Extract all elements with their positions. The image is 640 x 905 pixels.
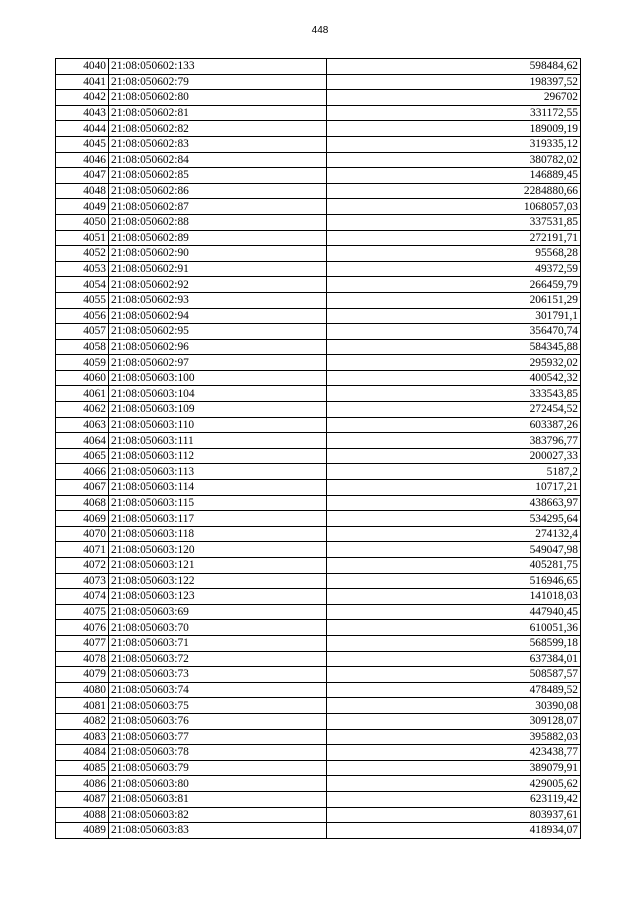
row-number-cell: 4055: [56, 292, 109, 308]
value-cell: 478489,52: [327, 682, 581, 698]
value-cell: 418934,07: [327, 823, 581, 839]
row-number-cell: 4085: [56, 760, 109, 776]
cadastral-number-cell: 21:08:050603:109: [109, 402, 327, 418]
row-number-cell: 4072: [56, 558, 109, 574]
table-row: [56, 324, 581, 340]
row-number-cell: 4041: [56, 74, 109, 90]
cadastral-number-cell: 21:08:050602:88: [109, 214, 327, 230]
cadastral-number-cell: 21:08:050602:84: [109, 152, 327, 168]
table-row: [56, 823, 581, 839]
row-number-cell: 4063: [56, 417, 109, 433]
row-number-cell: 4040: [56, 59, 109, 75]
value-cell: 331172,55: [327, 105, 581, 121]
cadastral-number-cell: 21:08:050603:74: [109, 682, 327, 698]
value-cell: 568599,18: [327, 635, 581, 651]
cadastral-number-cell: 21:08:050603:114: [109, 480, 327, 496]
value-cell: 272191,71: [327, 230, 581, 246]
row-number-cell: 4084: [56, 745, 109, 761]
value-cell: 10717,21: [327, 480, 581, 496]
table-row: [56, 698, 581, 714]
cadastral-number-cell: 21:08:050602:90: [109, 246, 327, 262]
cadastral-number-cell: 21:08:050602:82: [109, 121, 327, 137]
table-row: [56, 417, 581, 433]
cadastral-number-cell: 21:08:050603:82: [109, 807, 327, 823]
table-row: [56, 495, 581, 511]
row-number-cell: 4054: [56, 277, 109, 293]
row-number-cell: 4086: [56, 776, 109, 792]
row-number-cell: 4078: [56, 651, 109, 667]
row-number-cell: 4048: [56, 183, 109, 199]
cadastral-number-cell: 21:08:050602:96: [109, 339, 327, 355]
row-number-cell: 4051: [56, 230, 109, 246]
table-row: [56, 526, 581, 542]
value-cell: 603387,26: [327, 417, 581, 433]
table-row: [56, 589, 581, 605]
value-cell: 383796,77: [327, 433, 581, 449]
table-row: [56, 807, 581, 823]
value-cell: 296702: [327, 90, 581, 106]
cadastral-number-cell: 21:08:050602:86: [109, 183, 327, 199]
row-number-cell: 4046: [56, 152, 109, 168]
row-number-cell: 4062: [56, 402, 109, 418]
table-row: [56, 620, 581, 636]
value-cell: 5187,2: [327, 464, 581, 480]
value-cell: 146889,45: [327, 168, 581, 184]
table-row: [56, 199, 581, 215]
row-number-cell: 4065: [56, 448, 109, 464]
row-number-cell: 4069: [56, 511, 109, 527]
table-row: [56, 339, 581, 355]
row-number-cell: 4080: [56, 682, 109, 698]
value-cell: 266459,79: [327, 277, 581, 293]
cadastral-number-cell: 21:08:050602:95: [109, 324, 327, 340]
table-row: [56, 355, 581, 371]
table-row: [56, 121, 581, 137]
value-cell: 389079,91: [327, 760, 581, 776]
cadastral-number-cell: 21:08:050603:80: [109, 776, 327, 792]
table-row: [56, 573, 581, 589]
value-cell: 1068057,03: [327, 199, 581, 215]
row-number-cell: 4088: [56, 807, 109, 823]
cadastral-number-cell: 21:08:050603:77: [109, 729, 327, 745]
cadastral-number-cell: 21:08:050603:120: [109, 542, 327, 558]
value-cell: 295932,02: [327, 355, 581, 371]
value-cell: 301791,1: [327, 308, 581, 324]
cadastral-number-cell: 21:08:050603:117: [109, 511, 327, 527]
row-number-cell: 4076: [56, 620, 109, 636]
value-cell: 400542,32: [327, 370, 581, 386]
row-number-cell: 4075: [56, 604, 109, 620]
row-number-cell: 4067: [56, 480, 109, 496]
table-row: [56, 308, 581, 324]
row-number-cell: 4043: [56, 105, 109, 121]
table-row: [56, 74, 581, 90]
cadastral-number-cell: 21:08:050603:111: [109, 433, 327, 449]
table-row: [56, 59, 581, 75]
table-row: [56, 90, 581, 106]
value-cell: 508587,57: [327, 667, 581, 683]
value-cell: 598484,62: [327, 59, 581, 75]
cadastral-number-cell: 21:08:050603:118: [109, 526, 327, 542]
value-cell: 356470,74: [327, 324, 581, 340]
value-cell: 380782,02: [327, 152, 581, 168]
cadastral-number-cell: 21:08:050602:89: [109, 230, 327, 246]
row-number-cell: 4044: [56, 121, 109, 137]
cadastral-number-cell: 21:08:050602:91: [109, 261, 327, 277]
row-number-cell: 4058: [56, 339, 109, 355]
value-cell: 272454,52: [327, 402, 581, 418]
table-row: [56, 433, 581, 449]
table-row: [56, 402, 581, 418]
value-cell: 447940,45: [327, 604, 581, 620]
table-row: [56, 760, 581, 776]
table-row: [56, 682, 581, 698]
table-row: [56, 745, 581, 761]
table-row: [56, 729, 581, 745]
row-number-cell: 4064: [56, 433, 109, 449]
row-number-cell: 4059: [56, 355, 109, 371]
value-cell: 534295,64: [327, 511, 581, 527]
cadastral-number-cell: 21:08:050603:78: [109, 745, 327, 761]
cadastral-number-cell: 21:08:050602:94: [109, 308, 327, 324]
table-row: [56, 292, 581, 308]
cadastral-number-cell: 21:08:050603:113: [109, 464, 327, 480]
table-row: [56, 635, 581, 651]
table-row: [56, 651, 581, 667]
page-number: 448: [311, 25, 329, 36]
row-number-cell: 4071: [56, 542, 109, 558]
value-cell: 49372,59: [327, 261, 581, 277]
table-row: [56, 713, 581, 729]
value-cell: 395882,03: [327, 729, 581, 745]
cadastral-number-cell: 21:08:050603:69: [109, 604, 327, 620]
table-row: [56, 183, 581, 199]
value-cell: 516946,65: [327, 573, 581, 589]
row-number-cell: 4087: [56, 791, 109, 807]
cadastral-number-cell: 21:08:050603:122: [109, 573, 327, 589]
table-row: [56, 667, 581, 683]
cadastral-number-cell: 21:08:050602:85: [109, 168, 327, 184]
row-number-cell: 4050: [56, 214, 109, 230]
row-number-cell: 4053: [56, 261, 109, 277]
row-number-cell: 4077: [56, 635, 109, 651]
cadastral-number-cell: 21:08:050602:87: [109, 199, 327, 215]
row-number-cell: 4060: [56, 370, 109, 386]
cadastral-number-cell: 21:08:050603:104: [109, 386, 327, 402]
cadastral-number-cell: 21:08:050602:81: [109, 105, 327, 121]
value-cell: 423438,77: [327, 745, 581, 761]
table-row: [56, 464, 581, 480]
row-number-cell: 4042: [56, 90, 109, 106]
table-row: [56, 386, 581, 402]
value-cell: 309128,07: [327, 713, 581, 729]
cadastral-number-cell: 21:08:050602:83: [109, 136, 327, 152]
value-cell: 141018,03: [327, 589, 581, 605]
cadastral-number-cell: 21:08:050602:80: [109, 90, 327, 106]
value-cell: 549047,98: [327, 542, 581, 558]
row-number-cell: 4089: [56, 823, 109, 839]
cadastral-number-cell: 21:08:050602:97: [109, 355, 327, 371]
row-number-cell: 4061: [56, 386, 109, 402]
table-row: [56, 480, 581, 496]
cadastral-number-cell: 21:08:050603:110: [109, 417, 327, 433]
row-number-cell: 4052: [56, 246, 109, 262]
table-row: [56, 604, 581, 620]
cadastral-number-cell: 21:08:050603:79: [109, 760, 327, 776]
row-number-cell: 4079: [56, 667, 109, 683]
cadastral-number-cell: 21:08:050602:92: [109, 277, 327, 293]
value-cell: 803937,61: [327, 807, 581, 823]
cadastral-number-cell: 21:08:050603:71: [109, 635, 327, 651]
table-row: [56, 168, 581, 184]
value-cell: 333543,85: [327, 386, 581, 402]
value-cell: 623119,42: [327, 791, 581, 807]
registry-table-body: [56, 59, 581, 839]
cadastral-number-cell: 21:08:050603:112: [109, 448, 327, 464]
row-number-cell: 4073: [56, 573, 109, 589]
row-number-cell: 4082: [56, 713, 109, 729]
value-cell: 610051,36: [327, 620, 581, 636]
table-row: [56, 230, 581, 246]
table-row: [56, 776, 581, 792]
table-row: [56, 791, 581, 807]
value-cell: 429005,62: [327, 776, 581, 792]
table-row: [56, 511, 581, 527]
value-cell: 274132,4: [327, 526, 581, 542]
table-row: [56, 558, 581, 574]
row-number-cell: 4057: [56, 324, 109, 340]
cadastral-number-cell: 21:08:050603:115: [109, 495, 327, 511]
value-cell: 30390,08: [327, 698, 581, 714]
row-number-cell: 4047: [56, 168, 109, 184]
value-cell: 319335,12: [327, 136, 581, 152]
table-row: [56, 370, 581, 386]
cadastral-number-cell: 21:08:050603:100: [109, 370, 327, 386]
registry-table: [55, 58, 581, 839]
row-number-cell: 4070: [56, 526, 109, 542]
table-row: [56, 542, 581, 558]
cadastral-number-cell: 21:08:050603:76: [109, 713, 327, 729]
value-cell: 198397,52: [327, 74, 581, 90]
value-cell: 405281,75: [327, 558, 581, 574]
cadastral-number-cell: 21:08:050603:81: [109, 791, 327, 807]
cadastral-number-cell: 21:08:050603:123: [109, 589, 327, 605]
cadastral-number-cell: 21:08:050603:121: [109, 558, 327, 574]
cadastral-number-cell: 21:08:050603:73: [109, 667, 327, 683]
cadastral-number-cell: 21:08:050603:70: [109, 620, 327, 636]
table-row: [56, 261, 581, 277]
row-number-cell: 4083: [56, 729, 109, 745]
value-cell: 438663,97: [327, 495, 581, 511]
table-row: [56, 105, 581, 121]
row-number-cell: 4049: [56, 199, 109, 215]
row-number-cell: 4074: [56, 589, 109, 605]
value-cell: 200027,33: [327, 448, 581, 464]
row-number-cell: 4068: [56, 495, 109, 511]
value-cell: 337531,85: [327, 214, 581, 230]
value-cell: 206151,29: [327, 292, 581, 308]
cadastral-number-cell: 21:08:050603:72: [109, 651, 327, 667]
cadastral-number-cell: 21:08:050602:93: [109, 292, 327, 308]
cadastral-number-cell: 21:08:050603:75: [109, 698, 327, 714]
table-row: [56, 152, 581, 168]
table-row: [56, 246, 581, 262]
cadastral-number-cell: 21:08:050603:83: [109, 823, 327, 839]
table-row: [56, 136, 581, 152]
value-cell: 189009,19: [327, 121, 581, 137]
cadastral-number-cell: 21:08:050602:79: [109, 74, 327, 90]
row-number-cell: 4045: [56, 136, 109, 152]
value-cell: 95568,28: [327, 246, 581, 262]
row-number-cell: 4066: [56, 464, 109, 480]
table-row: [56, 214, 581, 230]
row-number-cell: 4056: [56, 308, 109, 324]
value-cell: 637384,01: [327, 651, 581, 667]
table-row: [56, 277, 581, 293]
row-number-cell: 4081: [56, 698, 109, 714]
cadastral-number-cell: 21:08:050602:133: [109, 59, 327, 75]
value-cell: 584345,88: [327, 339, 581, 355]
table-row: [56, 448, 581, 464]
value-cell: 2284880,66: [327, 183, 581, 199]
